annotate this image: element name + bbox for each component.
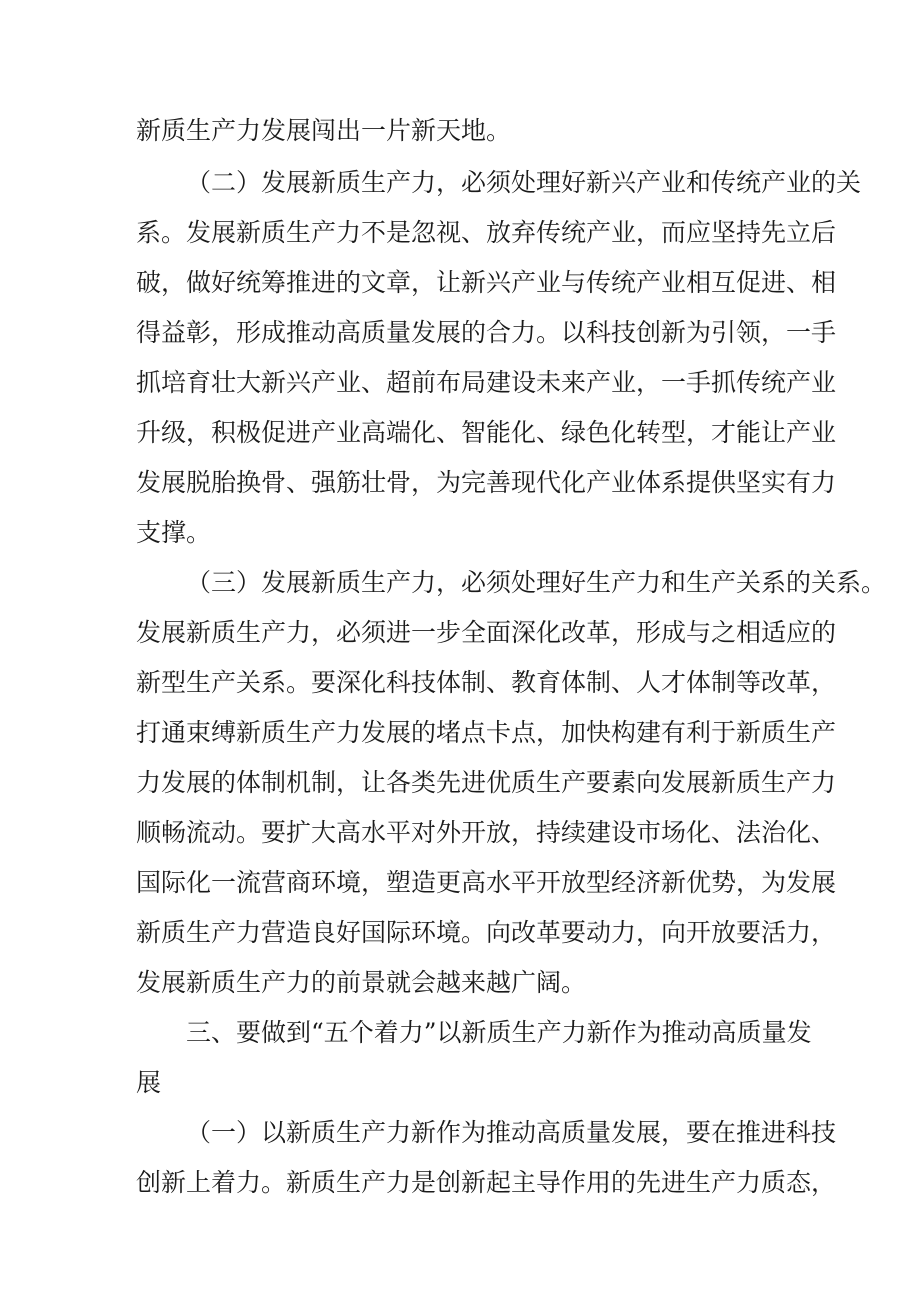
text-line: 新质生产力营造良好国际环境。向改革要动力，向开放要活力， xyxy=(136,918,837,947)
section-3-heading-line: （三）发展新质生产力，必须处理好生产力和生产关系的关系。 xyxy=(186,568,887,597)
chapter-3-heading-line: 三、要做到“五个着力”以新质生产力新作为推动高质量发 xyxy=(186,1018,812,1047)
text-line: 抓培育壮大新兴产业、超前布局建设未来产业，一手抓传统产业 xyxy=(136,368,837,397)
text-line: 发展脱胎换骨、强筋壮骨，为完善现代化产业体系提供坚实有力 xyxy=(136,468,837,497)
text-line: 新型生产关系。要深化科技体制、教育体制、人才体制等改革， xyxy=(136,668,837,697)
text-line: 得益彰，形成推动高质量发展的合力。以科技创新为引领，一手 xyxy=(136,318,837,347)
text-line: 发展新质生产力，必须进一步全面深化改革，形成与之相适应的 xyxy=(136,618,837,647)
text-line: 顺畅流动。要扩大高水平对外开放，持续建设市场化、法治化、 xyxy=(136,818,837,847)
text-line: 破，做好统筹推进的文章，让新兴产业与传统产业相互促进、相 xyxy=(136,268,837,297)
text-line: 创新上着力。新质生产力是创新起主导作用的先进生产力质态， xyxy=(136,1168,837,1197)
text-line: 发展新质生产力的前景就会越来越广阔。 xyxy=(136,968,587,997)
section-2-heading-line: （二）发展新质生产力，必须处理好新兴产业和传统产业的关 xyxy=(186,168,862,197)
chapter-3-heading-line-end: 展 xyxy=(136,1068,162,1097)
subsection-1-heading-line: （一）以新质生产力新作为推动高质量发展，要在推进科技 xyxy=(186,1118,837,1147)
text-line: 支撑。 xyxy=(136,518,212,547)
text-line: 系。发展新质生产力不是忽视、放弃传统产业，而应坚持先立后 xyxy=(136,218,837,247)
text-line: 国际化一流营商环境，塑造更高水平开放型经济新优势，为发展 xyxy=(136,868,837,897)
text-line: 力发展的体制机制，让各类先进优质生产要素向发展新质生产力 xyxy=(136,768,837,797)
text-line: 新质生产力发展闯出一片新天地。 xyxy=(136,116,512,145)
text-line: 打通束缚新质生产力发展的堵点卡点，加快构建有利于新质生产 xyxy=(136,718,837,747)
text-line: 升级，积极促进产业高端化、智能化、绿色化转型，才能让产业 xyxy=(136,418,837,447)
